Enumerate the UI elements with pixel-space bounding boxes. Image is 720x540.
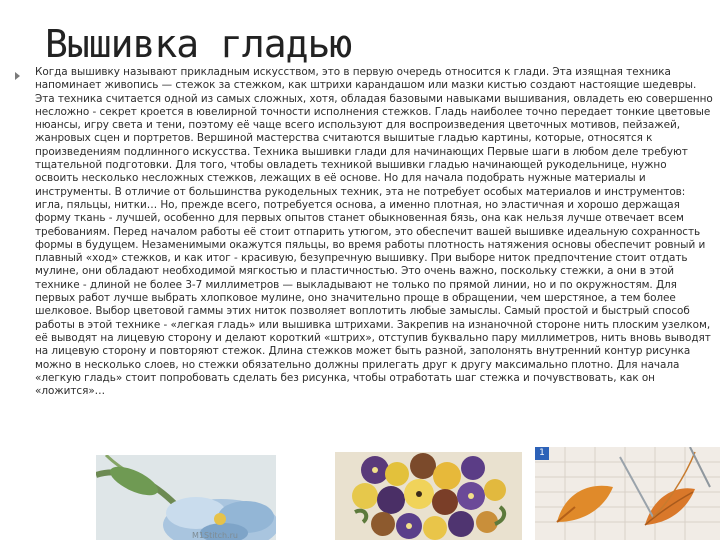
pansy-embroidery-photo: [335, 452, 522, 540]
watermark-text: M1Stitch.ru: [192, 531, 238, 540]
slide-body-text: Когда вышивку называют прикладным искусством, это в первую очередь относится к глади. Эта изящная техника напоминает живопись — стежок за стежком, как штрихи карандашом или мазки кистью создают настоящие шедевры. Эта техника считается одной из самых сложных, хотя, обладая базовыми навыками вышивания, овладеть ею совершенно несложно - секрет кроется в ювелирной точности исполнения стежков. Гладь наиболее точно передает тонкие цветовые нюансы, игру света и тени, поэтому её чаще всего используют для воспроизведения цветочных мотивов, пейзажей, жанровых сцен и портретов. Вершиной мастерства считаются вышитые гладью картины, которые, относятся к произведениям подлинного искусства. Техника вышивки глади для начинающих Первые шаги в любом деле требуют тщательной подготовки. Для того, чтобы овладеть техникой вышивки гладью начинающей рукодельнице, нужно освоить несколько несложных стежков, лежащих в её основе. Но для начала подобрать нужные материалы и инструменты. В отличие от большинства рукодельных техник, эта не потребует особых материалов и инструментов: игла, пяльцы, нитки… Но, прежде всего, потребуется основа, а именно плотная, но эластичная и хорошо держащая форму ткань - лучшей, особенно для первых опытов станет обыкновенная бязь, она как нельзя лучше отвечает всем требованиям. Перед началом работы её стоит отпарить утюгом, это обеспечит вашей вышивке идеальную сохранность формы в будущем. Незаменимыми окажутся пяльцы, во время работы плотность натяжения основы обеспечит ровный и плавный «ход» стежков, и как итог - красивую, безупречную вышивку. При выборе ниток предпочтение стоит отдать мулине, они обладают необходимой мягкостью и пластичностью. Это очень важно, поскольку стежки, а они в этой технике - длиной не более 3-7 миллиметров — выкладывают не только по прямой линии, но и по окружностям. Для первых работ лучше выбрать хлопковое мулине, оно значительно проще в обращении, чем шерстяное, а тем более шелковое. Выбор цветовой гаммы этих ниток позволяет воплотить любые замыслы. Самый простой и быстрый способ работы в этой технике - «легкая гладь» или вышивка штрихами. Закрепив на изнаночной стороне нить плоским узелком, её выводят на лицевую сторону и делают короткий «штрих», отступив буквально пару миллиметров, нить вновь выводят на лицевую сторону и повторяют стежок. Длина стежков может быть разной, заполонять внутренний контур рисунка можно в несколько слоев, но стежки обязательно должны прилегать друг к другу максимально плотно. Для начала «легкую гладь» стоит попробовать сделать без рисунка, чтобы отработать шаг стежка и почувствовать, как он «ложится»…: [35, 66, 713, 398]
blue-flower-embroidery-photo: [96, 455, 276, 540]
step-number-badge: 1: [535, 447, 549, 460]
stitch-step-photo: [535, 447, 720, 540]
bullet-icon: [15, 72, 20, 80]
slide-title: Вышивка гладью: [45, 22, 352, 66]
